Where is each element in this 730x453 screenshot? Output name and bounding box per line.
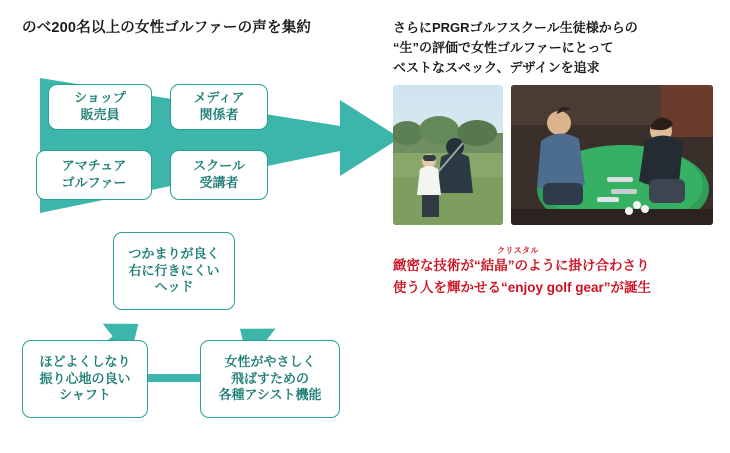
result-box-shaft-line2: 振り心地の良い: [39, 370, 131, 386]
right-headline-line2: “生”の評価で女性ゴルファーにとって: [393, 40, 614, 56]
funnel-box-amateur: [36, 150, 152, 200]
funnel-box-school-line1: スクール: [193, 158, 245, 174]
funnel-box-shop: [48, 84, 152, 130]
result-box-shaft: [22, 340, 148, 418]
funnel-box-media-line2: 関係者: [199, 107, 239, 122]
result-box-head-line3: ヘッド: [154, 279, 194, 295]
right-headline: [393, 18, 723, 78]
result-box-head-line1: つかまりが良く: [128, 246, 220, 262]
result-box-assist: [200, 340, 340, 418]
funnel-box-school: [170, 150, 268, 200]
golfer-swing-photo: [393, 85, 503, 225]
left-headline: のべ200名以上の女性ゴルファーの声を集約: [22, 20, 312, 36]
result-box-assist-line3: 各種アシスト機能: [218, 387, 322, 403]
result-box-assist-line1: 女性がやさしく: [224, 354, 316, 370]
result-box-assist-line2: 飛ばすための: [230, 370, 309, 386]
funnel-box-media: [170, 84, 268, 130]
funnel-box-school-line2: 受講者: [199, 175, 239, 190]
result-box-shaft-line1: ほどよくしなり: [39, 354, 131, 370]
fitting-session-photo: [511, 85, 713, 225]
photo-gallery: [393, 85, 713, 225]
result-box-shaft-line3: シャフト: [59, 387, 111, 403]
funnel-box-amateur-line1: アマチュア: [61, 158, 127, 174]
funnel-box-shop-line1: ショップ: [74, 90, 126, 106]
right-caption-line2: 使う人を輝かせる“enjoy golf gear”が誕生: [393, 279, 652, 295]
right-caption-line1: 緻密な技術が“結晶”のように掛け合わさり: [393, 258, 650, 273]
result-box-head-line2: 右に行きにくい: [128, 262, 220, 278]
right-headline-line1: さらにPRGRゴルフスクール生徒様からの: [393, 20, 638, 35]
ruby-annotation: クリスタル: [497, 246, 539, 255]
funnel-box-amateur-line2: ゴルファー: [61, 175, 127, 190]
funnel-box-shop-line2: 販売員: [80, 107, 120, 122]
funnel-box-media-line1: メディア: [193, 90, 245, 106]
right-headline-line3: ベストなスペック、デザインを追求: [393, 60, 600, 76]
result-box-head: [113, 232, 235, 310]
right-caption: [393, 255, 728, 298]
